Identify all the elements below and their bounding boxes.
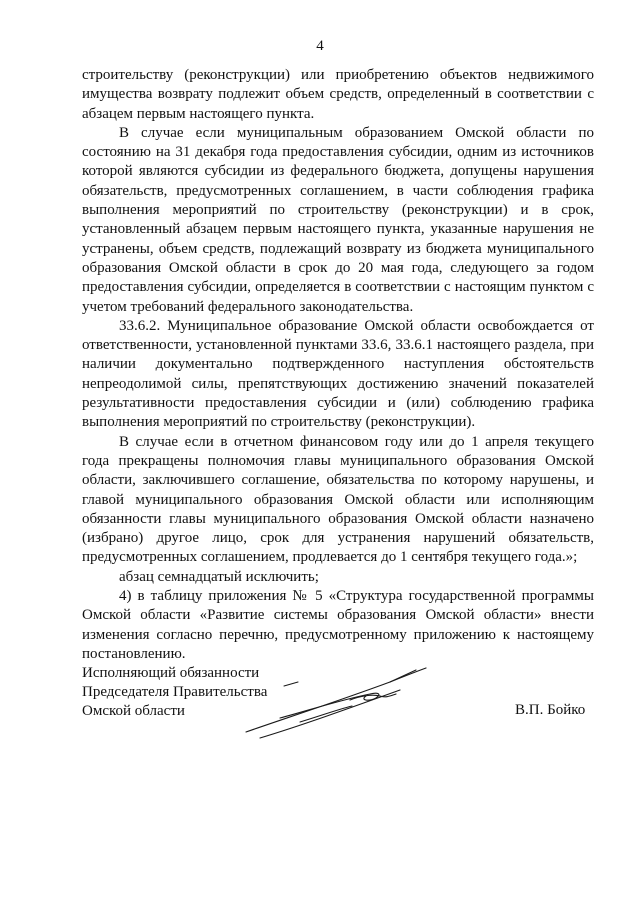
paragraph-item-4: 4) в таблицу приложения № 5 «Структура государственной программы Омской области «Развитие системы образования Омской области» внести изменения согласно перечню, предусмотренному приложению к настоящему постановлению. <box>82 588 594 662</box>
handwritten-signature <box>240 660 440 750</box>
paragraph-powers-terminated: В случае если в отчетном финансовом году или до 1 апреля текущего года прекращены полномочия главы муниципального образования Омской области, заключившего соглашение, обязательства по которому нарушены, и главой муниципального образования Омской области или исполняющим обязанности главы муниципального образования Омской области назначено (избрано) другое лицо, срок для устранения нарушений обязательств, предусмотренных соглашением, продлевается до 1 сентября текущего года.»; <box>82 433 594 566</box>
signatory-title-line-3: Омской области <box>82 703 185 719</box>
signer-name: В.П. Бойко <box>515 702 586 718</box>
signatory-title-line-2: Председателя Правительства <box>82 684 268 700</box>
paragraph-33-6-2: 33.6.2. Муниципальное образование Омской области освобождается от ответственности, установленной пунктами 33.6, 33.6.1 настоящего раздела, при наличии документально подтвержденного наступления обстоятельств непреодолимой силы, препятствующих достижению значений показателей результативности предоставления субсидии и (или) соблюдению графика выполнения мероприятий по строительству (реконструкции). <box>82 317 594 431</box>
paragraph-abzac-excluded: абзац семнадцатый исключить; <box>119 568 319 585</box>
page-number: 4 <box>316 38 324 54</box>
signatory-title-line-1: Исполняющий обязанности <box>82 665 260 681</box>
document-body <box>82 66 594 664</box>
paragraph-continuation: строительству (реконструкции) или приобретению объектов недвижимого имущества возврату подлежит объем средств, определенный в соответствии с абзацем первым настоящего пункта. <box>82 67 594 122</box>
paragraph-violation-case: В случае если муниципальным образованием Омской области по состоянию на 31 декабря года предоставления субсидии, одним из источников которой являются субсидии из федерального бюджета, допущены нарушения обязательств, предусмотренных соглашением, в части соблюдения графика выполнения мероприятий по строительству (реконструкции) и в срок, установленный абзацем первым настоящего пункта, указанные нарушения не устранены, объем средств, подлежащий возврату из бюджета муниципального образования Омской области в срок до 20 мая года, следующего за годом предоставления субсидии, определяется в соответствии с настоящим пунктом с учетом требований федерального законодательства. <box>82 124 594 315</box>
